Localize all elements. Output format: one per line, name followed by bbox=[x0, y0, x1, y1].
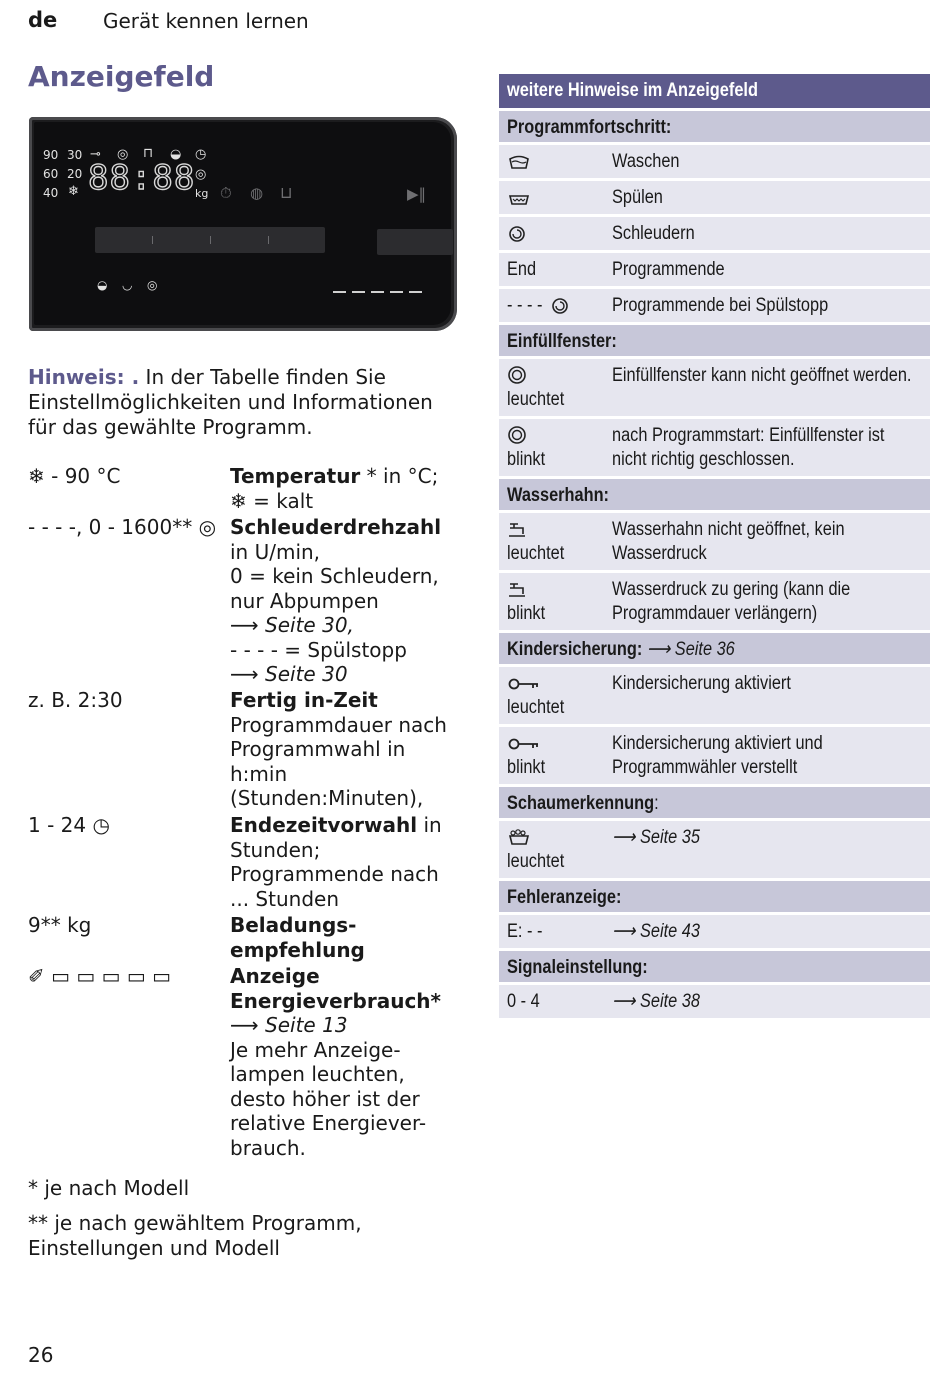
section-program-progress bbox=[499, 111, 930, 142]
tap-icon bbox=[507, 520, 531, 540]
snowflake-icon: ❄ bbox=[68, 184, 79, 199]
table-row bbox=[499, 289, 930, 322]
legend-text: Je mehr Anzeige- lampen leuchten, desto höher ist der relative Energiever- brauch. bbox=[230, 1037, 427, 1160]
section-label: Programmfortschritt: bbox=[507, 117, 672, 138]
wash-tub-icon: ◒ bbox=[97, 278, 108, 292]
section-foam bbox=[499, 787, 930, 818]
row-code: End bbox=[507, 259, 537, 280]
table-row bbox=[499, 181, 930, 214]
rinse-tub-icon bbox=[507, 188, 531, 208]
table-title-text: weitere Hinweise im Anzeigefeld bbox=[507, 80, 758, 101]
legend-key: 1 - 24 ◷ bbox=[28, 813, 110, 837]
foam-icon: ◒ bbox=[170, 147, 182, 162]
legend-text: 0 = kein Schleudern, nur Abpumpen bbox=[230, 564, 439, 613]
energy-icon: ⏱ bbox=[220, 184, 232, 202]
legend-spin-speed bbox=[28, 515, 468, 687]
row-page-ref: ⟶ Seite 38 bbox=[612, 991, 700, 1012]
legend-text: in bbox=[417, 813, 442, 837]
row-page-ref: ⟶ Seite 35 bbox=[612, 827, 700, 848]
section-label: Schaumerkennung bbox=[507, 793, 655, 814]
section-label: Einfüllfenster: bbox=[507, 331, 617, 352]
row-code: 0 - 4 bbox=[507, 991, 540, 1012]
section-tap bbox=[499, 479, 930, 510]
play-pause-icon: ▶‖ bbox=[407, 185, 427, 203]
footnote-program: ** je nach gewähltem Programm, Einstellungen und Modell bbox=[28, 1211, 362, 1260]
row-state: leuchtet bbox=[507, 697, 565, 718]
section-label: Signaleinstellung: bbox=[507, 957, 648, 978]
door-lock-icon: ◎ bbox=[117, 147, 129, 162]
row-state: blinkt bbox=[507, 449, 546, 470]
legend-term: Anzeige Energieverbrauch* bbox=[230, 964, 441, 1013]
chapter-title: Gerät kennen lernen bbox=[103, 9, 309, 33]
temp-20-label: 20 bbox=[67, 167, 83, 181]
legend-key: ✐ ▭ ▭ ▭ ▭ ▭ bbox=[28, 964, 172, 988]
display-hints-table bbox=[499, 74, 930, 1021]
temp-60-label: 60 bbox=[43, 167, 59, 181]
hint-text: In der Tabelle finden Sie Einstellmöglichkeiten und Informationen für das gewählte Programm. bbox=[28, 365, 433, 439]
hint-paragraph bbox=[28, 365, 458, 440]
legend-key: 9** kg bbox=[28, 913, 92, 937]
legend-term: Temperatur bbox=[230, 464, 361, 488]
tap-icon bbox=[507, 580, 531, 600]
row-description: nach Programmstart: Einfüllfenster ist nicht richtig geschlossen. bbox=[612, 425, 885, 470]
legend-text: ❄ = kalt bbox=[230, 488, 314, 513]
legend-term: Fertig in-Zeit bbox=[230, 688, 378, 712]
row-description: Waschen bbox=[612, 151, 680, 172]
start-button-bar bbox=[377, 229, 453, 255]
section-label-suffix: : bbox=[654, 793, 659, 814]
table-title bbox=[499, 74, 930, 108]
legend-load bbox=[28, 913, 468, 963]
legend-text: in U/min, bbox=[230, 539, 321, 564]
clock-icon: ◷ bbox=[195, 147, 207, 162]
table-row bbox=[499, 145, 930, 178]
table-row bbox=[499, 513, 930, 570]
row-state: blinkt bbox=[507, 603, 546, 624]
wash-tub-icon bbox=[507, 152, 531, 172]
page-heading: Anzeigefeld bbox=[28, 60, 215, 93]
spin-small-icon: ◎ bbox=[147, 278, 158, 292]
row-description: Kindersicherung aktiviert und Programmwähler verstellt bbox=[612, 733, 823, 778]
row-description: Wasserhahn nicht geöffnet, kein Wasserdruck bbox=[612, 519, 845, 564]
section-page-ref: ⟶ Seite 36 bbox=[646, 639, 735, 660]
table-row bbox=[499, 985, 930, 1018]
table-row bbox=[499, 667, 930, 724]
eco-icon: ◍ bbox=[250, 184, 264, 202]
legend-key: - - - -, 0 - 1600** ◎ bbox=[28, 515, 217, 539]
legend-key: z. B. 2:30 bbox=[28, 688, 123, 712]
row-state: leuchtet bbox=[507, 543, 565, 564]
row-description: Spülen bbox=[612, 187, 663, 208]
table-row bbox=[499, 573, 930, 630]
row-state: leuchtet bbox=[507, 389, 565, 410]
basket-icon: ⊔ bbox=[280, 183, 293, 202]
row-state: leuchtet bbox=[507, 851, 565, 872]
language-tag: de bbox=[28, 8, 58, 32]
rinse-tub-icon: ◡ bbox=[122, 278, 133, 292]
legend-term: Schleuderdrehzahl bbox=[230, 515, 442, 539]
section-error bbox=[499, 881, 930, 912]
row-description: Einfüllfenster kann nicht geöffnet werden. bbox=[612, 365, 912, 386]
key-icon bbox=[507, 734, 531, 754]
legend-text: Programmdauer nach Programmwahl in h:min (Stunden:Minuten), bbox=[230, 712, 447, 810]
row-description: Programmende bei Spülstopp bbox=[612, 295, 829, 316]
legend-ref: ⟶ Seite 30 bbox=[230, 662, 348, 686]
legend-ref: ⟶ Seite 30, bbox=[230, 613, 354, 637]
row-code: E: - - bbox=[507, 921, 543, 942]
spin-icon bbox=[548, 296, 572, 316]
legend-term: Endezeitvorwahl bbox=[230, 813, 418, 837]
table-row bbox=[499, 217, 930, 250]
section-label: Wasserhahn: bbox=[507, 485, 610, 506]
spin-icon bbox=[507, 224, 531, 244]
table-row bbox=[499, 915, 930, 948]
legend-end-time bbox=[28, 813, 468, 913]
section-label: Kindersicherung: bbox=[507, 639, 643, 660]
row-description: Wasserdruck zu gering (kann die Programmdauer verlängern) bbox=[612, 579, 851, 624]
legend-key: ❄ - 90 °C bbox=[28, 464, 121, 488]
table-row bbox=[499, 359, 930, 416]
energy-bar-segments bbox=[333, 284, 428, 298]
key-icon: ⊸ bbox=[90, 147, 101, 162]
table-row bbox=[499, 253, 930, 286]
digit-display: 88:88 bbox=[88, 158, 196, 198]
table-row bbox=[499, 419, 930, 476]
temp-30-label: 30 bbox=[67, 148, 83, 162]
legend-text: Stunden; Programmende nach ... Stunden bbox=[230, 837, 439, 911]
section-door bbox=[499, 325, 930, 356]
table-row bbox=[499, 821, 930, 878]
key-icon bbox=[507, 674, 531, 694]
legend-temperature bbox=[28, 464, 468, 514]
row-description: Programmende bbox=[612, 259, 725, 280]
section-child-lock bbox=[499, 633, 930, 664]
legend-text: - - - - = Spülstopp bbox=[230, 637, 407, 662]
row-page-ref: ⟶ Seite 43 bbox=[612, 921, 700, 942]
kg-label: kg bbox=[195, 187, 209, 200]
temp-40-label: 40 bbox=[43, 186, 59, 200]
spin-icon: ◎ bbox=[195, 167, 207, 182]
door-lock-icon bbox=[507, 366, 531, 386]
door-lock-icon bbox=[507, 426, 531, 446]
row-code: - - - - bbox=[507, 295, 543, 316]
table-row bbox=[499, 727, 930, 784]
tap-icon: ⊓ bbox=[143, 146, 154, 161]
temp-90-label: 90 bbox=[43, 148, 59, 162]
section-label: Fehleranzeige: bbox=[507, 887, 622, 908]
legend-term: Beladungs- empfehlung bbox=[230, 913, 365, 962]
foam-icon bbox=[507, 828, 531, 848]
footnote-model: * je nach Modell bbox=[28, 1176, 190, 1200]
legend-ref: ⟶ Seite 13 bbox=[230, 1013, 348, 1037]
row-state: blinkt bbox=[507, 757, 546, 778]
page-number: 26 bbox=[28, 1343, 54, 1367]
legend-energy bbox=[28, 964, 468, 1164]
legend-text: * in °C; bbox=[360, 464, 439, 488]
row-description: Kindersicherung aktiviert bbox=[612, 673, 791, 694]
section-signal bbox=[499, 951, 930, 982]
row-description: Schleudern bbox=[612, 223, 695, 244]
legend-finish-time bbox=[28, 688, 468, 812]
hint-label: Hinweis: . bbox=[28, 365, 140, 389]
